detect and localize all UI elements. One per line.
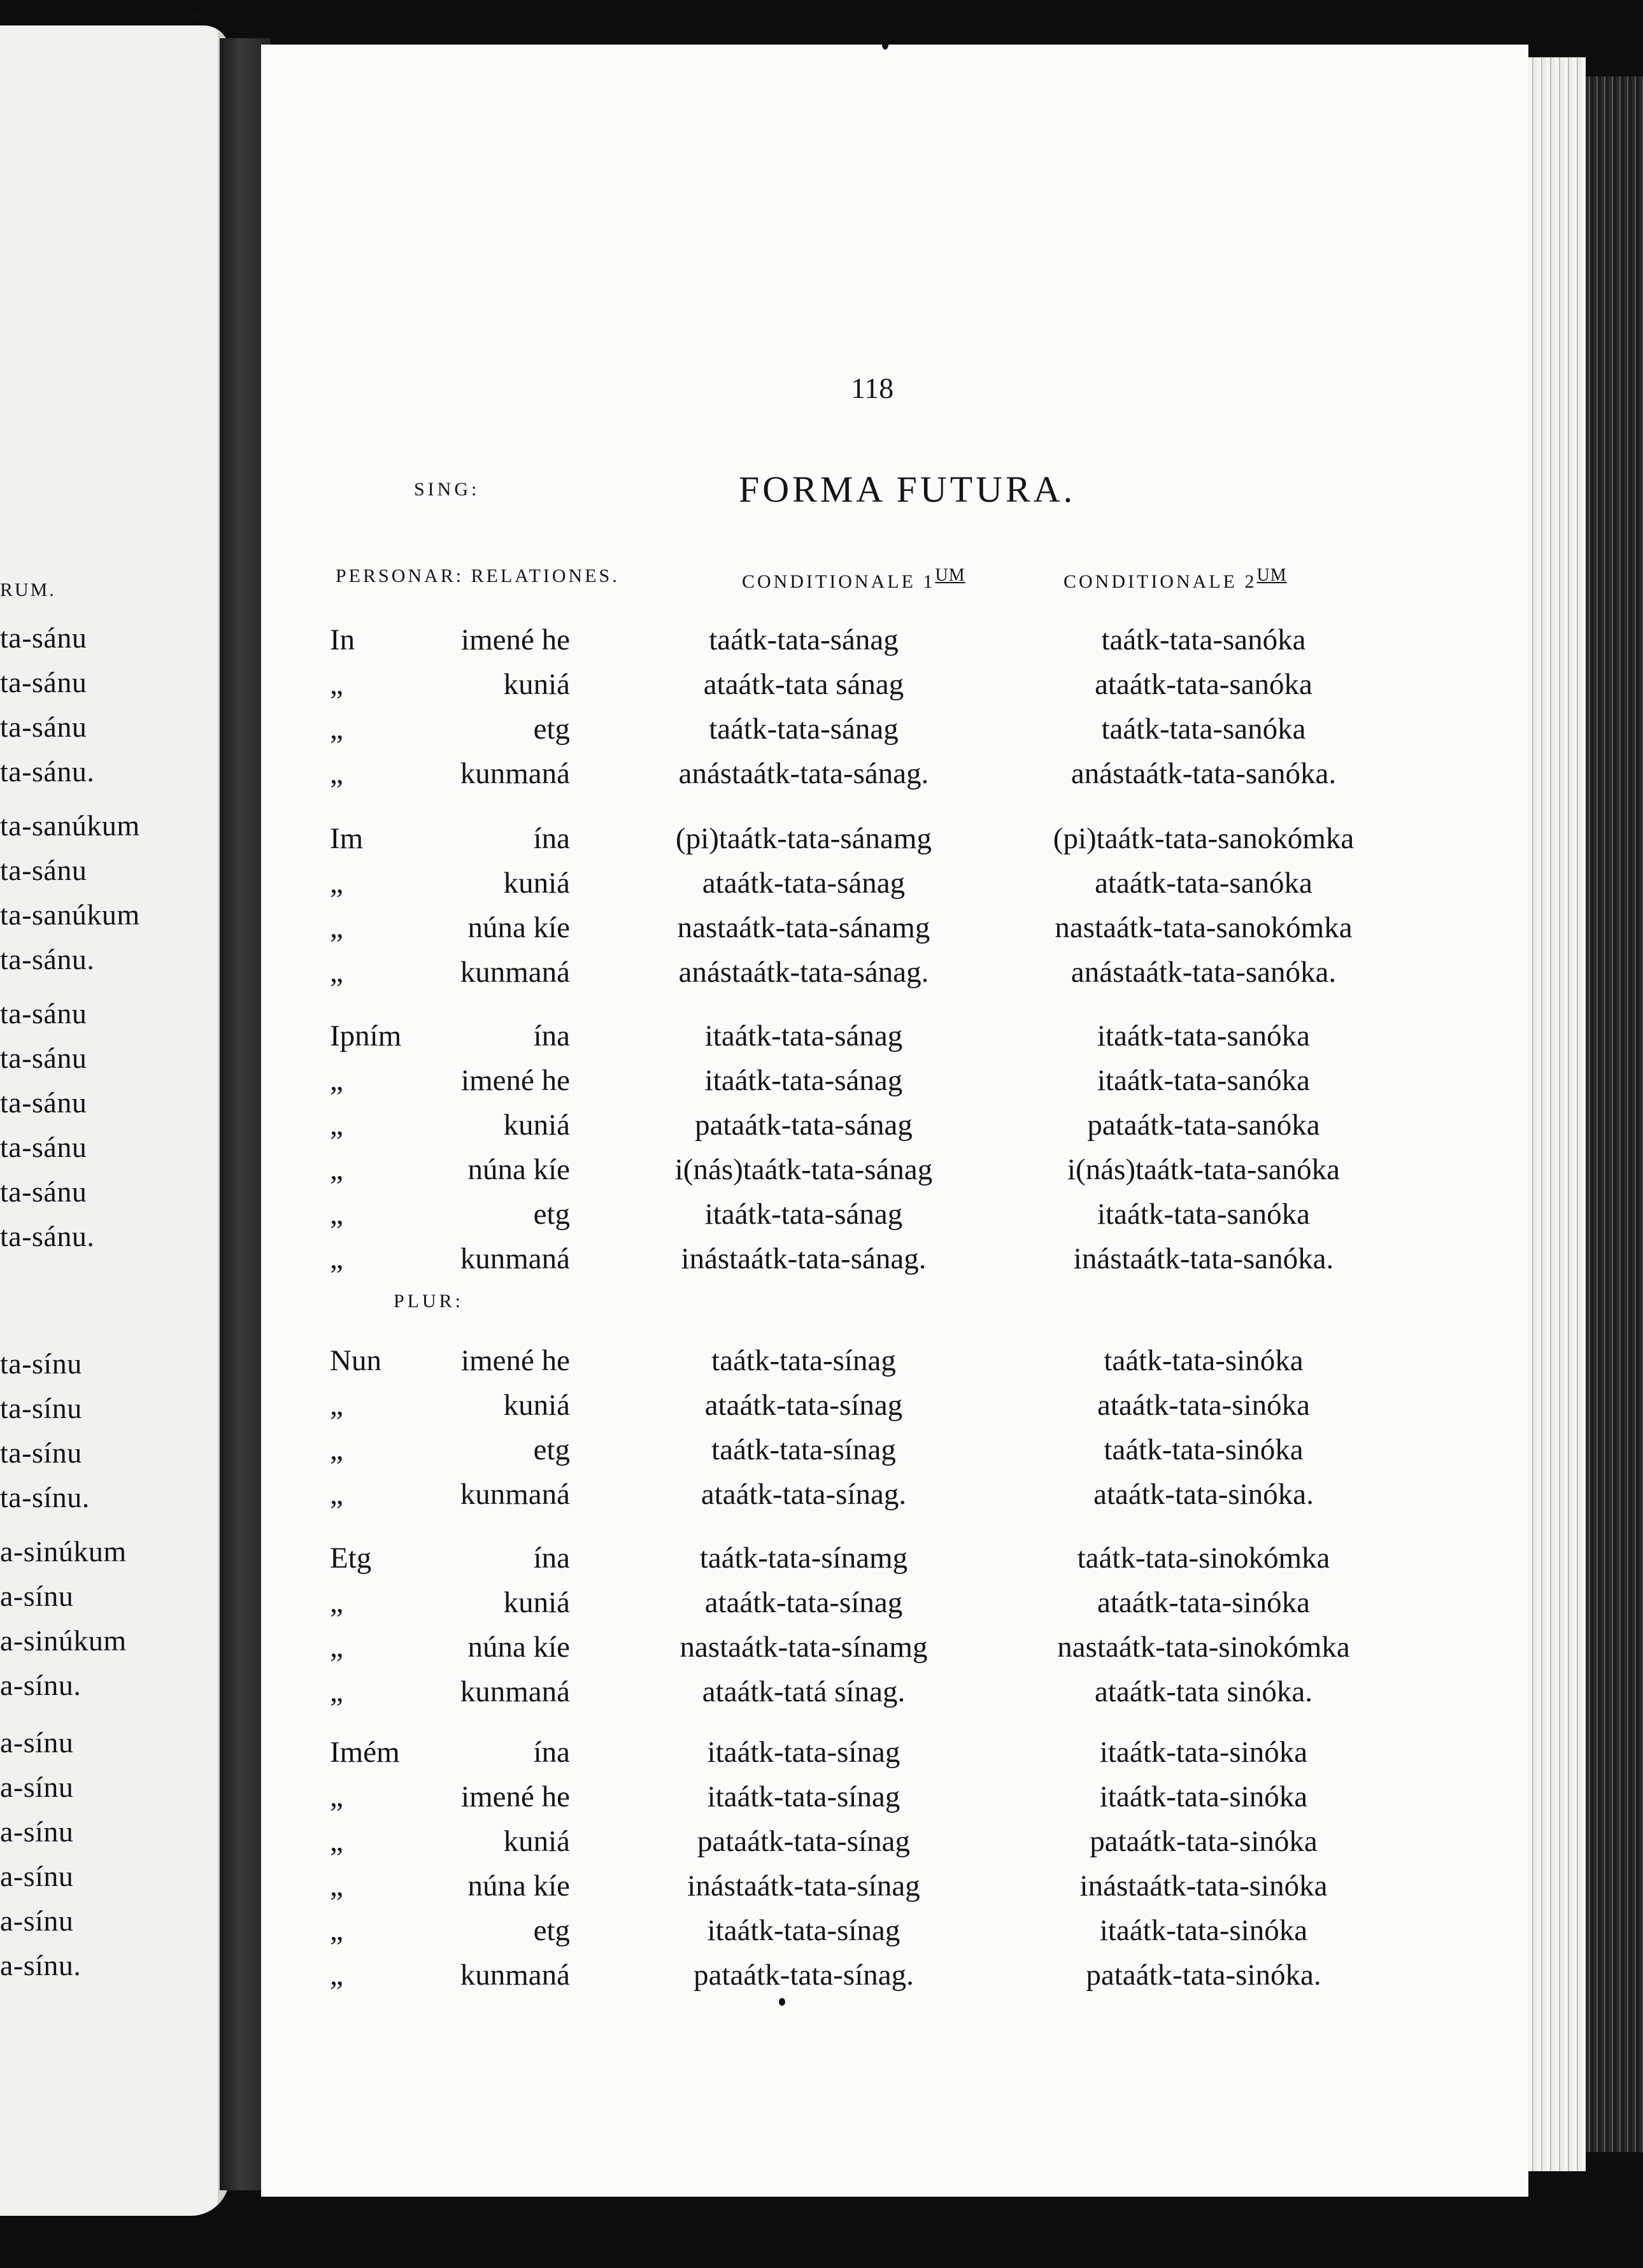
- table-row: [0, 1197, 1643, 1235]
- row-person: „: [330, 1389, 343, 1422]
- row-conditionale-1: nastaátk-tata-sínamg: [679, 1631, 928, 1664]
- row-person: „: [330, 668, 343, 701]
- row-conditionale-2: taátk-tata-sinokómka: [1077, 1542, 1330, 1575]
- table-row: [0, 667, 1643, 705]
- left-page-line: ta-sánu: [0, 1131, 87, 1163]
- left-page-line: ta-sánu: [0, 1175, 87, 1208]
- left-page-line: ta-sánu.: [0, 943, 95, 975]
- row-conditionale-2: ataátk-tata sinóka.: [1095, 1675, 1312, 1708]
- row-person: Etg: [330, 1542, 372, 1575]
- row-pronoun: kunmaná: [460, 1675, 570, 1708]
- row-person: Nun: [330, 1344, 381, 1377]
- table-row: [0, 1477, 1643, 1515]
- row-pronoun: kuniá: [503, 1825, 570, 1858]
- column-header-conditionale-2: [1063, 565, 1287, 593]
- row-pronoun: kuniá: [503, 668, 570, 701]
- row-pronoun: kunmaná: [460, 757, 570, 790]
- row-person: „: [330, 1586, 343, 1619]
- row-pronoun: imené he: [461, 1064, 570, 1097]
- left-page-line: ta-sánu.: [0, 755, 95, 788]
- row-conditionale-2: inástaátk-tata-sanóka.: [1073, 1242, 1334, 1275]
- row-pronoun: núna kíe: [467, 1869, 570, 1903]
- left-page-line: ta-sánu.: [0, 1220, 95, 1252]
- row-person: „: [330, 1064, 343, 1097]
- row-conditionale-2: itaátk-tata-sanóka: [1097, 1198, 1311, 1231]
- row-conditionale-1: taátk-tata-sánag: [709, 712, 899, 746]
- table-row: [0, 1735, 1643, 1773]
- left-page-line: a-sínu: [0, 1815, 74, 1848]
- row-person: „: [330, 956, 343, 989]
- row-conditionale-1: pataátk-tata-sínag.: [693, 1959, 914, 1992]
- row-conditionale-1: itaátk-tata-sánag: [704, 1019, 903, 1052]
- table-row: [0, 1541, 1643, 1579]
- cond1-sup: UM: [935, 565, 965, 585]
- row-conditionale-2: taátk-tata-sinóka: [1104, 1433, 1304, 1466]
- table-row: [0, 1958, 1643, 1996]
- row-conditionale-2: itaátk-tata-sinóka: [1099, 1914, 1308, 1947]
- row-person: „: [330, 1869, 343, 1903]
- row-conditionale-1: anástaátk-tata-sánag.: [678, 956, 929, 989]
- cond2-label: CONDITIONALE 2: [1063, 571, 1257, 592]
- left-page-line: a-sínu.: [0, 1949, 82, 1981]
- table-row: [0, 1433, 1643, 1471]
- row-person: „: [330, 1153, 343, 1186]
- row-conditionale-1: ataátk-tatá sínag.: [702, 1675, 906, 1708]
- left-page-line: ta-sínu: [0, 1392, 82, 1424]
- row-conditionale-1: i(nás)taátk-tata-sánag: [674, 1153, 933, 1186]
- row-person: Imém: [330, 1736, 400, 1769]
- left-page-line: a-sinúkum: [0, 1624, 127, 1657]
- left-page-line: ta-sánu: [0, 621, 87, 654]
- row-pronoun: kuniá: [503, 1586, 570, 1619]
- left-page-line: ta-sánu: [0, 666, 87, 698]
- row-conditionale-1: itaátk-tata-sínag: [707, 1736, 900, 1769]
- left-page-line: ta-sanúkum: [0, 898, 140, 931]
- row-conditionale-1: anástaátk-tata-sánag.: [678, 757, 929, 790]
- row-person: Im: [330, 822, 364, 855]
- row-conditionale-2: anástaátk-tata-sanóka.: [1070, 757, 1337, 790]
- table-row: [0, 866, 1643, 904]
- row-pronoun: kuniá: [503, 1389, 570, 1422]
- row-person: „: [330, 1675, 343, 1708]
- table-row: [0, 955, 1643, 993]
- row-conditionale-2: anástaátk-tata-sanóka.: [1070, 956, 1337, 989]
- plural-label: PLUR:: [394, 1291, 464, 1312]
- row-conditionale-2: pataátk-tata-sinóka.: [1086, 1959, 1321, 1992]
- row-pronoun: etg: [533, 1914, 570, 1947]
- row-conditionale-2: itaátk-tata-sinóka: [1099, 1736, 1308, 1769]
- row-person: „: [330, 1433, 343, 1466]
- row-conditionale-1: nastaátk-tata-sánamg: [677, 911, 930, 944]
- table-row: [0, 756, 1643, 795]
- row-pronoun: kuniá: [503, 1109, 570, 1142]
- row-conditionale-2: itaátk-tata-sanóka: [1097, 1019, 1311, 1052]
- column-header-conditionale-1: [742, 565, 965, 593]
- page-speck: [191, 13, 200, 19]
- row-person: „: [330, 1478, 343, 1511]
- row-conditionale-2: nastaátk-tata-sanokómka: [1055, 911, 1353, 944]
- row-conditionale-1: itaátk-tata-sínag: [707, 1780, 900, 1813]
- row-conditionale-1: taátk-tata-sínag: [711, 1344, 896, 1377]
- row-person: In: [330, 623, 355, 656]
- row-pronoun: ína: [533, 822, 570, 855]
- cond2-sup: UM: [1256, 565, 1287, 585]
- table-row: [0, 1063, 1643, 1102]
- row-conditionale-2: taátk-tata-sinóka: [1104, 1344, 1304, 1377]
- row-pronoun: ína: [533, 1542, 570, 1575]
- row-conditionale-1: ataátk-tata-sínag.: [701, 1478, 907, 1511]
- row-pronoun: núna kíe: [467, 1153, 570, 1186]
- row-pronoun: etg: [533, 712, 570, 746]
- table-row: [0, 1019, 1643, 1057]
- left-page-line: ta-sánu: [0, 1086, 87, 1119]
- left-page-line: a-sínu.: [0, 1669, 82, 1701]
- table-row: [0, 1675, 1643, 1713]
- row-conditionale-2: (pi)taátk-tata-sanokómka: [1053, 822, 1355, 855]
- row-conditionale-1: taátk-tata-sánag: [709, 623, 899, 656]
- row-conditionale-1: itaátk-tata-sánag: [704, 1064, 903, 1097]
- row-pronoun: etg: [533, 1433, 570, 1466]
- row-conditionale-2: i(nás)taátk-tata-sanóka: [1067, 1153, 1341, 1186]
- row-conditionale-1: ataátk-tata-sánag: [702, 867, 906, 900]
- row-conditionale-2: ataátk-tata-sanóka: [1095, 668, 1312, 701]
- row-conditionale-2: ataátk-tata-sanóka: [1095, 867, 1312, 900]
- row-pronoun: ína: [533, 1736, 570, 1769]
- table-row: [0, 1343, 1643, 1382]
- table-row: [0, 1152, 1643, 1191]
- left-page-line: ta-sánu: [0, 997, 87, 1030]
- row-conditionale-2: inástaátk-tata-sinóka: [1079, 1869, 1328, 1903]
- row-pronoun: etg: [533, 1198, 570, 1231]
- row-conditionale-1: (pi)taátk-tata-sánamg: [676, 822, 932, 855]
- row-pronoun: núna kíe: [467, 911, 570, 944]
- row-person: „: [330, 1825, 343, 1858]
- row-person: „: [330, 712, 343, 746]
- row-person: „: [330, 1914, 343, 1947]
- row-conditionale-2: pataátk-tata-sinóka: [1090, 1825, 1318, 1858]
- row-pronoun: imené he: [461, 1780, 570, 1813]
- left-page-line: a-sínu: [0, 1771, 74, 1803]
- left-page-line: a-sínu: [0, 1860, 74, 1892]
- left-page-line: ta-sínu: [0, 1347, 82, 1380]
- table-row: [0, 1780, 1643, 1818]
- row-pronoun: imené he: [461, 1344, 570, 1377]
- row-pronoun: núna kíe: [467, 1631, 570, 1664]
- row-conditionale-2: ataátk-tata-sinóka.: [1093, 1478, 1314, 1511]
- row-person: „: [330, 911, 343, 944]
- row-conditionale-1: inástaátk-tata-sánag.: [681, 1242, 927, 1275]
- row-pronoun: ína: [533, 1019, 570, 1052]
- row-conditionale-2: taátk-tata-sanóka: [1101, 712, 1306, 746]
- row-pronoun: kunmaná: [460, 1478, 570, 1511]
- table-row: [0, 1869, 1643, 1907]
- row-pronoun: kunmaná: [460, 956, 570, 989]
- table-row: [0, 1630, 1643, 1668]
- row-conditionale-2: ataátk-tata-sinóka: [1097, 1389, 1311, 1422]
- row-conditionale-1: inástaátk-tata-sínag: [687, 1869, 920, 1903]
- row-conditionale-1: taátk-tata-sínag: [711, 1433, 896, 1466]
- row-person: „: [330, 1242, 343, 1275]
- left-page-line: ta-sánu: [0, 711, 87, 743]
- row-pronoun: kunmaná: [460, 1959, 570, 1992]
- page-title: FORMA FUTURA.: [739, 469, 1076, 510]
- row-conditionale-1: itaátk-tata-sánag: [704, 1198, 903, 1231]
- row-person: „: [330, 757, 343, 790]
- left-page-line: ta-sínu.: [0, 1481, 90, 1513]
- row-pronoun: imené he: [461, 623, 570, 656]
- left-page-header: RUM.: [0, 579, 56, 600]
- table-row: [0, 1108, 1643, 1146]
- table-row: [0, 821, 1643, 860]
- row-person: Ipním: [330, 1019, 402, 1052]
- row-conditionale-1: pataátk-tata-sánag: [695, 1109, 913, 1142]
- row-person: „: [330, 1198, 343, 1231]
- row-person: „: [330, 1109, 343, 1142]
- table-row: [0, 1824, 1643, 1862]
- table-row: [0, 712, 1643, 750]
- row-person: „: [330, 1631, 343, 1664]
- left-page-line: a-sínu: [0, 1904, 74, 1937]
- row-conditionale-1: pataátk-tata-sínag: [697, 1825, 911, 1858]
- page-speck: [779, 1998, 785, 2006]
- row-conditionale-1: itaátk-tata-sínag: [707, 1914, 900, 1947]
- left-page-line: a-sínu: [0, 1726, 74, 1759]
- row-conditionale-2: itaátk-tata-sinóka: [1099, 1780, 1308, 1813]
- table-row: [0, 1913, 1643, 1952]
- page-speck: [882, 39, 888, 50]
- left-page-line: a-sinúkum: [0, 1535, 127, 1568]
- row-conditionale-2: ataátk-tata-sinóka: [1097, 1586, 1311, 1619]
- row-conditionale-1: ataátk-tata sánag: [703, 668, 904, 701]
- row-pronoun: kuniá: [503, 867, 570, 900]
- singular-label: SING:: [414, 479, 480, 500]
- row-conditionale-2: nastaátk-tata-sinokómka: [1057, 1631, 1350, 1664]
- row-person: „: [330, 1780, 343, 1813]
- row-conditionale-1: taátk-tata-sínamg: [699, 1542, 908, 1575]
- row-pronoun: kunmaná: [460, 1242, 570, 1275]
- row-conditionale-1: ataátk-tata-sínag: [704, 1389, 903, 1422]
- table-row: [0, 911, 1643, 949]
- row-conditionale-1: ataátk-tata-sínag: [704, 1586, 903, 1619]
- left-page-line: ta-sanúkum: [0, 809, 140, 842]
- row-person: „: [330, 1959, 343, 1992]
- table-row: [0, 1585, 1643, 1624]
- left-page-line: ta-sánu: [0, 854, 87, 886]
- table-row: [0, 1242, 1643, 1280]
- left-page-line: ta-sánu: [0, 1042, 87, 1074]
- table-row: [0, 623, 1643, 661]
- column-header-personal: PERSONAR: RELATIONES.: [336, 565, 620, 586]
- row-conditionale-2: pataátk-tata-sanóka: [1087, 1109, 1320, 1142]
- page-number: 118: [851, 372, 894, 404]
- row-conditionale-2: itaátk-tata-sanóka: [1097, 1064, 1311, 1097]
- table-row: [0, 1388, 1643, 1426]
- row-conditionale-2: taátk-tata-sanóka: [1101, 623, 1306, 656]
- left-page-line: ta-sínu: [0, 1436, 82, 1469]
- left-page-line: a-sínu: [0, 1580, 74, 1612]
- row-person: „: [330, 867, 343, 900]
- cond1-label: CONDITIONALE 1: [742, 571, 935, 592]
